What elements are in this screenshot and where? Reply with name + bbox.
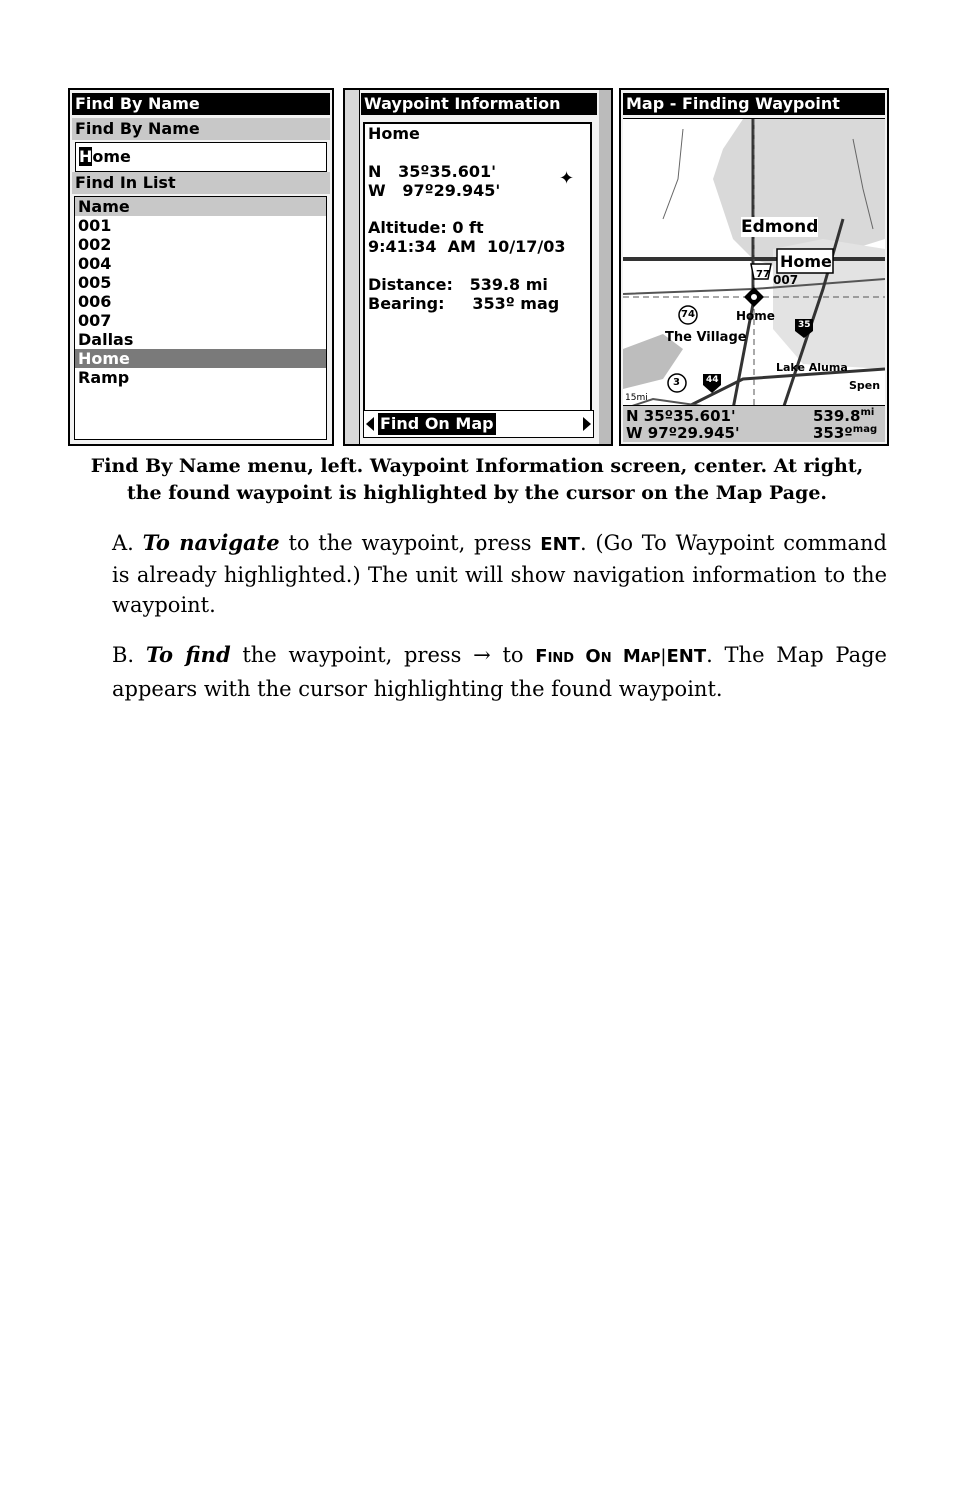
key-letter: M	[622, 646, 641, 667]
find-by-name-screen	[68, 88, 334, 446]
arrow-right-icon[interactable]	[583, 417, 591, 431]
key-letter: O	[585, 646, 601, 667]
para-a-emphasis: To navigate	[142, 530, 280, 555]
map-scale: 15mi	[625, 393, 648, 403]
list-item[interactable]: 002	[78, 235, 112, 254]
find-on-map-option[interactable]: Find On Map	[380, 414, 494, 433]
caption-line-2: the found waypoint is highlighted by the cursor on the Map Page.	[126, 482, 828, 504]
key-separator: |	[660, 646, 667, 667]
list-item[interactable]: Dallas	[78, 330, 134, 349]
map-distance	[813, 407, 874, 425]
map-bearing	[813, 424, 877, 442]
map-longitude: W 97º29.945'	[626, 424, 740, 442]
route-3-shield: 3	[673, 377, 680, 388]
key-letters: IND	[547, 651, 575, 666]
bearing: Bearing: 353º mag	[368, 294, 560, 313]
waypoint-list[interactable]	[74, 196, 327, 440]
map-screen	[619, 88, 889, 446]
figure-caption	[60, 453, 894, 507]
section-find-by-name: Find By Name	[72, 118, 330, 140]
input-text: ome	[92, 147, 131, 166]
interstate-35-shield: 35	[798, 320, 811, 330]
para-b-text-2: . The Map Page appears with the cursor highlighting the found waypoint.	[112, 643, 887, 701]
list-item-selected[interactable]: Home	[75, 349, 326, 368]
bearing-unit: mag	[852, 424, 878, 435]
map-latitude: N 35º35.601'	[626, 407, 736, 425]
key-ent: ENT	[666, 646, 707, 667]
longitude: W 97º29.945'	[368, 181, 501, 200]
route-77-shield: 77	[756, 269, 770, 280]
input-cursor: H	[79, 147, 93, 166]
para-a-prefix: A.	[112, 531, 143, 555]
altitude: Altitude: 0 ft	[368, 218, 484, 237]
scrollbar[interactable]	[599, 90, 611, 444]
map-view[interactable]	[623, 118, 885, 409]
key-letter: F	[535, 646, 548, 667]
arrow-left-icon[interactable]	[366, 417, 374, 431]
para-a-text-2: . (Go To Waypoint command is already highlighted.) The unit will show navigation information to the waypoint.	[112, 531, 887, 617]
interstate-44-shield: 44	[706, 375, 719, 385]
waypoint-name: Home	[368, 124, 420, 143]
label-007: 007	[773, 273, 799, 287]
list-item[interactable]: Ramp	[78, 368, 130, 387]
para-b-emphasis: To find	[145, 642, 231, 667]
label-home-box: Home	[780, 252, 832, 271]
distance-unit: mi	[860, 407, 875, 418]
paragraph-b	[112, 640, 887, 704]
map-readout	[623, 405, 885, 442]
para-b-text-1: the waypoint, press → to	[230, 643, 536, 667]
label-edmond: Edmond	[741, 217, 819, 237]
list-item[interactable]: 007	[78, 311, 112, 330]
screen-title: Waypoint Information	[361, 93, 597, 115]
find-on-map-selector[interactable]	[363, 410, 594, 438]
distance: Distance: 539.8 mi	[368, 275, 548, 294]
para-b-prefix: B.	[112, 643, 146, 667]
para-a-text-1: to the waypoint, press	[279, 531, 541, 555]
key-ent: ENT	[540, 534, 580, 555]
label-lake-aluma: Lake Aluma	[776, 361, 848, 374]
list-item[interactable]: 005	[78, 273, 112, 292]
caption-line-1: Find By Name menu, left. Waypoint Information screen, center. At right,	[90, 455, 864, 477]
label-the-village: The Village	[665, 330, 747, 345]
screen-title: Find By Name	[72, 93, 330, 115]
underlying-menu-edge	[345, 90, 360, 444]
bearing-value: 353º	[813, 424, 853, 442]
waypoint-icon: ✦	[559, 168, 575, 189]
paragraph-a	[112, 528, 887, 620]
distance-value: 539.8	[813, 407, 861, 425]
waypoint-info-screen	[343, 88, 613, 446]
screen-title: Map - Finding Waypoint	[623, 93, 885, 115]
route-74-shield: 74	[681, 309, 695, 320]
label-home: Home	[736, 309, 775, 323]
list-header: Name	[75, 197, 326, 216]
latitude: N 35º35.601'	[368, 162, 497, 181]
list-item[interactable]: 004	[78, 254, 112, 273]
key-letters: N	[600, 651, 612, 666]
list-item[interactable]: 006	[78, 292, 112, 311]
name-input[interactable]	[75, 142, 327, 172]
datetime: 9:41:34 AM 10/17/03	[368, 237, 566, 256]
key-find-on-map	[535, 646, 660, 667]
waypoint-details	[363, 122, 592, 422]
list-item[interactable]: 001	[78, 216, 112, 235]
key-letters: AP	[640, 651, 661, 666]
section-find-in-list: Find In List	[72, 172, 330, 194]
label-spen: Spen	[849, 379, 881, 392]
